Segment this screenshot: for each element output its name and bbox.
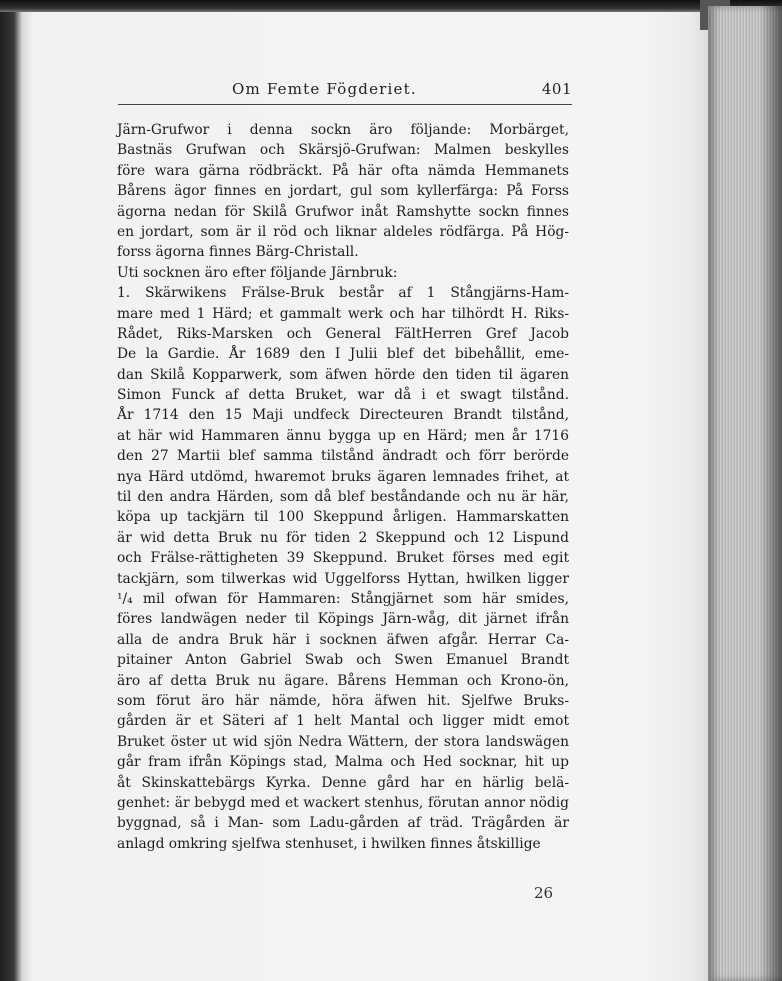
text-line: Simon Funck af detta Bruket, war då i et swagt tilstånd.: [117, 387, 569, 404]
text-line: ägorna nedan för Skilå Grufwor inåt Ramshytte sockn finnes: [117, 203, 569, 220]
text-line: År 1714 den 15 Maji undfeck Directeuren Brandt tilstånd,: [117, 407, 569, 424]
text-line: forss ägorna finnes Bärg-Christall.: [117, 244, 359, 261]
text-line: til den andra Härden, som då blef beståndande och nu är här,: [117, 489, 569, 506]
text-line: Bastnäs Grufwan och Skärsjö-Grufwan: Malmen beskylles: [117, 142, 569, 159]
text-line: en jordart, som är il röd och liknar aldeles rödfärga. På Hög-: [117, 223, 569, 240]
text-line: byggnad, så i Man- som Ladu-gården af träd. Trägården är: [117, 815, 569, 832]
text-line: och Frälse-rättigheten 39 Skeppund. Bruket förses med egit: [117, 550, 569, 567]
text-line: Bruket öster ut wid sjön Nedra Wättern, der stora landswägen: [117, 733, 569, 750]
text-line: Rådet, Riks-Marsken och General FältHerren Gref Jacob: [117, 325, 569, 342]
book-top-edge: [0, 0, 782, 12]
text-line: mare med 1 Härd; et gammalt werk och har tilhördt H. Riks-: [117, 305, 569, 322]
text-line: Bårens ägor finnes en jordart, gul som kyllerfärga: På Forss: [117, 183, 569, 200]
running-title: Om Femte Fögderiet.: [232, 80, 417, 98]
text-line: De la Gardie. År 1689 den I Julii blef det bibehållit, eme-: [117, 346, 569, 363]
page-edges-shadow: [760, 6, 782, 981]
signature-mark: 26: [534, 884, 554, 902]
text-line: pitainer Anton Gabriel Swab och Swen Emanuel Brandt: [117, 652, 569, 669]
text-line: är wid detta Bruk nu för tiden 2 Skeppund och 12 Lispund: [117, 529, 569, 546]
text-line: ¹/₄ mil ofwan för Hammaren: Stångjärnet som här smides,: [117, 590, 569, 607]
text-line: dan Skilå Kopparwerk, som äfwen hörde den tiden til ägaren: [117, 366, 569, 383]
text-line: som förut äro här nämde, höra äfwen hit. Sjelfwe Bruks-: [117, 692, 569, 709]
text-line: den 27 Martii blef samma tilstånd ändradt och förr berörde: [117, 448, 569, 465]
text-line: 1. Skärwikens Frälse-Bruk består af 1 Stångjärns-Ham-: [117, 285, 569, 302]
text-line: Uti socknen äro efter följande Järnbruk:: [117, 264, 398, 281]
text-line: köpa up tackjärn til 100 Skeppund årligen. Hammarskatten: [117, 509, 569, 526]
text-line: tackjärn, som tilwerkas wid Uggelforss Hyttan, hwilken ligger: [117, 570, 569, 587]
text-line: Järn-Grufwor i denna sockn äro följande: Morbärget,: [117, 122, 569, 138]
text-line: gården är et Säteri af 1 helt Mantal och ligger midt emot: [117, 713, 569, 730]
text-line: alla de andra Bruk här i socknen äfwen afgår. Herrar Ca-: [117, 631, 569, 648]
text-line: genhet: är bebygd med et wackert stenhus, förutan annor nödig: [117, 794, 569, 811]
text-line: före wara gärna rödbräckt. På här ofta nämda Hemmanets: [117, 162, 569, 179]
text-line: äro af detta Bruk nu ägare. Bårens Hemman och Krono-ön,: [117, 672, 569, 689]
text-line: åt Skinskattebärgs Kyrka. Denne gård har en härlig belä-: [117, 774, 569, 791]
body-text: [117, 120, 569, 854]
text-line: at här wid Hammaren ännu bygga up en Härd; men år 1716: [117, 427, 569, 444]
page-number: 401: [541, 80, 572, 98]
text-line: nya Härd utdömd, hwaremot bruks ägaren lemnades frihet, at: [117, 468, 569, 485]
running-header: [118, 80, 572, 105]
text-line: går fram ifrån Köpings stad, Malma och Hed socknar, hit up: [117, 754, 569, 771]
text-line: anlagd omkring sjelfwa stenhuset, i hwilken finnes åtskillige: [117, 835, 541, 852]
text-line: föres landwägen neder til Köpings Järn-wåg, dit järnet ifrån: [117, 611, 569, 628]
